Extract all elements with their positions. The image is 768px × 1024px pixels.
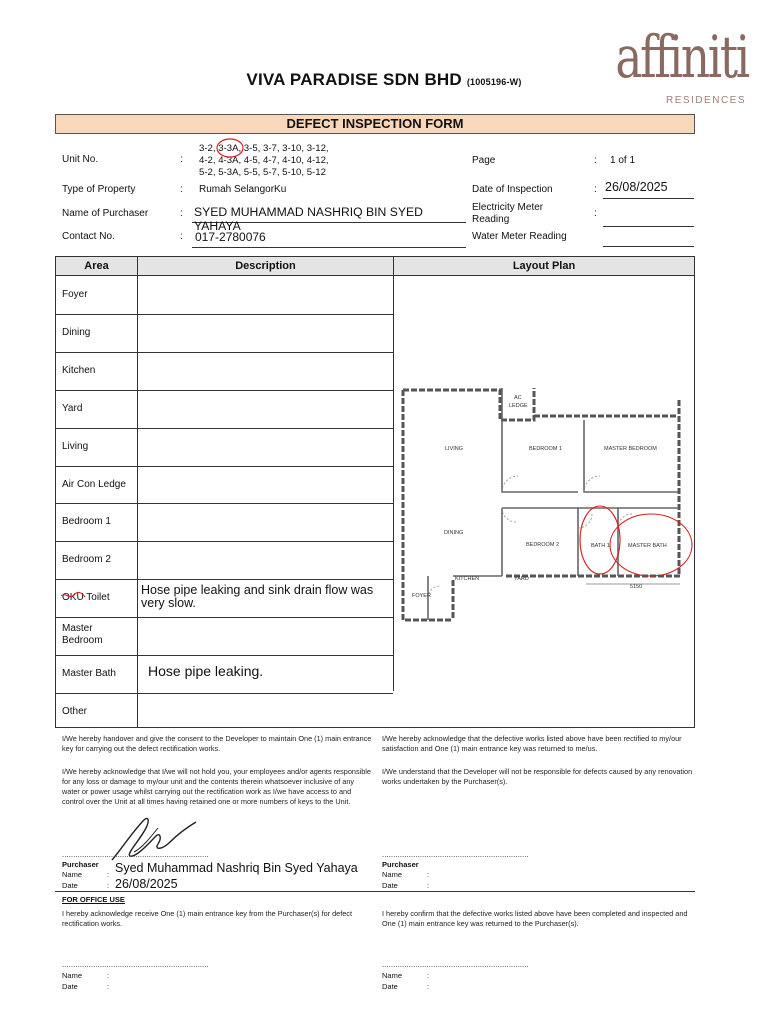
row-divider (56, 503, 393, 504)
office-left-signature-line: .................................................................. (62, 960, 209, 969)
oku-toilet-description: Hose pipe leaking and sink drain flow was very slow. (141, 583, 374, 610)
right-purchaser-label: Purchaser (382, 860, 419, 869)
date-colon: : (594, 184, 597, 195)
unit-line-1: 3-2, 3-3A, 3-5, 3-7, 3-10, 3-12, (199, 143, 329, 154)
plan-living-label: LIVING (445, 446, 464, 452)
left-name-value: Syed Muhammad Nashriq Bin Syed Yahaya (115, 861, 358, 875)
left-date-colon: : (107, 881, 110, 890)
area-cell: OKU Toilet (62, 592, 110, 603)
row-divider (56, 390, 393, 391)
row-divider (56, 428, 393, 429)
plan-kitchen-label: KITCHEN (455, 576, 480, 582)
electricity-label-2: Reading (472, 214, 510, 225)
page-label: Page (472, 155, 496, 166)
office-left-text: I hereby acknowledge receive One (1) main entrance key from the Purchaser(s) for defect rectification works. (62, 909, 352, 928)
header-divider (56, 275, 694, 276)
oku-strike-annotation (60, 591, 86, 601)
purchaser-value: SYED MUHAMMAD NASHRIQ BIN SYED YAHAYA (192, 205, 466, 223)
row-divider (56, 693, 393, 694)
row-divider (56, 466, 393, 467)
office-right-signature-line: .................................................................. (382, 960, 529, 969)
plan-bath1-label: BATH 1 (591, 543, 610, 549)
left-date-label: Date (62, 881, 78, 890)
plan-master-bedroom-label: MASTER BEDROOM (604, 446, 657, 452)
office-left-date-label: Date (62, 982, 78, 991)
unit-colon: : (180, 154, 183, 165)
area-cell: Yard (62, 403, 83, 414)
terms-right-2: I/We understand that the Developer will not be responsible for defects caused by any renovation works undertaken by the Purchaser(s). (382, 767, 693, 786)
purchaser-colon: : (180, 208, 183, 219)
office-right-name-label: Name (382, 971, 403, 980)
row-divider (56, 314, 393, 315)
area-cell: Other (62, 706, 88, 717)
terms-right-1: I/We hereby acknowledge that the defective works listed above have been rectified to my/our satisfaction and One (1) main entrance key was returned to me/us. (382, 734, 682, 753)
left-signature-line: .................................................................. (62, 850, 209, 859)
row-divider (56, 352, 393, 353)
area-cell: Bedroom 2 (62, 554, 111, 565)
plan-dimension-label: 5150 (630, 584, 643, 590)
office-right-date-colon: : (427, 982, 430, 991)
right-name-label: Name (382, 870, 403, 879)
electricity-label (472, 202, 543, 226)
electricity-colon: : (594, 208, 597, 219)
left-purchaser-label: Purchaser (62, 860, 99, 869)
unit-line-2: 4-2, 4-3A, 4-5, 4-7, 4-10, 4-12, (199, 155, 329, 166)
office-left-date-colon: : (107, 982, 110, 991)
property-colon: : (180, 184, 183, 195)
unit-line-3: 5-2, 5-3A, 5-5, 5-7, 5-10, 5-12 (199, 167, 326, 178)
plan-ac-label: AC (514, 395, 522, 401)
row-divider (56, 541, 393, 542)
area-cell: Foyer (62, 289, 88, 300)
master-bath-description: Hose pipe leaking. (148, 663, 264, 679)
unit-label: Unit No. (62, 154, 99, 165)
electricity-label-1: Electricity Meter (472, 202, 544, 213)
unit-circle-annotation (214, 137, 246, 159)
form-title: DEFECT INSPECTION FORM (55, 114, 695, 134)
logo-wordmark: affiniti (615, 23, 748, 91)
area-cell: Master Bedroom (62, 623, 103, 646)
floor-plan (398, 380, 694, 625)
plan-bedroom1-label: BEDROOM 1 (529, 446, 563, 452)
plan-master-bath-label: MASTER BATH (628, 543, 667, 549)
date-label: Date of Inspection (472, 184, 553, 195)
layout-header: Layout Plan (394, 257, 694, 275)
office-heading: FOR OFFICE USE (62, 895, 125, 904)
page-colon: : (594, 155, 597, 166)
left-date-value: 26/08/2025 (115, 877, 178, 891)
page-value: 1 of 1 (610, 155, 636, 166)
office-right-name-colon: : (427, 971, 430, 980)
logo-subtitle: RESIDENCES (665, 95, 746, 106)
company-title: VIVA PARADISE SDN BHD (246, 70, 462, 89)
electricity-value-field (603, 209, 694, 227)
contact-value: 017-2780076 (192, 230, 466, 248)
terms-left-1: I/We hereby handover and give the consent to the Developer to maintain One (1) main entrance key for carrying out the defect rectification works. (62, 734, 372, 753)
office-left-name-label: Name (62, 971, 83, 980)
row-divider (56, 617, 393, 618)
plan-yard-label: YARD (514, 576, 529, 582)
area-cell: Living (62, 441, 89, 452)
purchaser-label: Name of Purchaser (62, 208, 149, 219)
terms-left-2: I/We hereby acknowledge that I/we will not hold you, your employees and/or agents responsible for any loss or damage to my/our unit and the contents therein whatsoever inclusive of any water or power usage whilst carrying out the rectification work as I/we have access to and control over the Unit at all times having retained one or more numbers of keys to the Unit. (62, 767, 371, 806)
row-divider (56, 579, 393, 580)
right-name-colon: : (427, 870, 430, 879)
area-column-divider (137, 257, 138, 727)
water-value-field (603, 229, 694, 247)
office-right-date-label: Date (382, 982, 398, 991)
plan-dining-label: DINING (444, 530, 464, 536)
contact-colon: : (180, 231, 183, 242)
area-header: Area (56, 257, 137, 275)
area-cell: Kitchen (62, 365, 96, 376)
date-value: 26/08/2025 (603, 180, 694, 199)
plan-ledge-label: LEDGE (509, 403, 528, 409)
area-cell: Bedroom 1 (62, 516, 111, 527)
property-value: Rumah SelangorKu (199, 184, 287, 195)
description-header: Description (138, 257, 393, 275)
left-name-colon: : (107, 870, 110, 879)
row-divider (56, 655, 393, 656)
company-reg-no: (1005196-W) (466, 77, 522, 87)
office-right-text: I hereby confirm that the defective works listed above have been completed and inspected and One (1) main entrance key was returned to the Purchaser(s). (382, 909, 688, 928)
area-cell: Dining (62, 327, 91, 338)
contact-label: Contact No. (62, 231, 115, 242)
office-divider (55, 891, 695, 892)
right-signature-line: .................................................................. (382, 850, 529, 859)
area-cell: Master Bath (62, 668, 116, 679)
left-name-label: Name (62, 870, 83, 879)
area-cell: Air Con Ledge (62, 479, 126, 490)
company-name (0, 70, 768, 90)
property-label: Type of Property (62, 184, 136, 195)
office-left-name-colon: : (107, 971, 110, 980)
plan-bedroom2-label: BEDROOM 2 (526, 542, 560, 548)
water-label: Water Meter Reading (472, 231, 567, 242)
description-column-divider (393, 257, 394, 691)
right-date-colon: : (427, 881, 430, 890)
plan-foyer-label: FOYER (412, 593, 431, 599)
right-date-label: Date (382, 881, 398, 890)
